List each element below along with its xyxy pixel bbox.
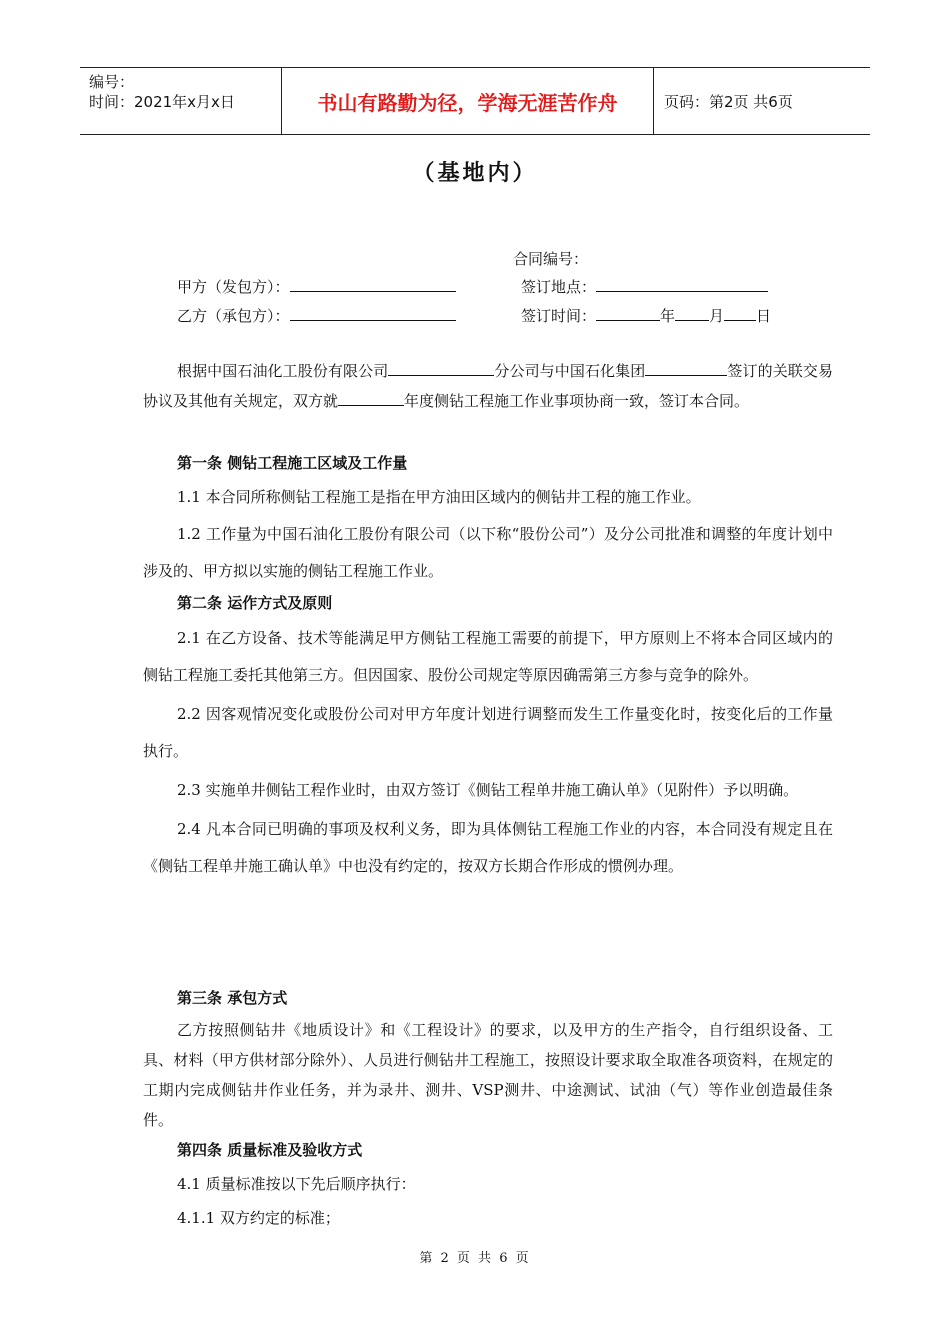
- sign-time-row: [521, 305, 771, 326]
- article-1-heading: 第一条 侧钻工程施工区域及工作量: [177, 454, 408, 472]
- clause-1-2: 1.2 工作量为中国石油化工股份有限公司（以下称“股份公司”）及分公司批准和调整的年度计划中涉及的、甲方拟以实施的侧钻工程施工作业。: [143, 525, 833, 580]
- clause-4-1: 4.1 质量标准按以下先后顺序执行：: [177, 1175, 416, 1193]
- month-blank[interactable]: [675, 305, 709, 321]
- group-unit-blank[interactable]: [645, 360, 727, 376]
- clause-2-1: 2.1 在乙方设备、技术等能满足甲方侧钻工程施工需要的前提下，甲方原则上不将本合同区域内的侧钻工程施工委托其他第三方。但因国家、股份公司规定等原因确需第三方参与竞争的除外。: [143, 629, 833, 684]
- intro-text-4: 年度侧钻工程施工作业事项协商一致，签订本合同。: [404, 392, 750, 410]
- page-info: 页码：第2页 共6页: [664, 92, 793, 111]
- branch-company-blank[interactable]: [388, 360, 494, 376]
- party-a-label: 甲方（发包方）：: [177, 278, 290, 296]
- year-blank-2[interactable]: [338, 390, 404, 406]
- party-b-label: 乙方（承包方）：: [177, 307, 290, 325]
- intro-text-1: 根据中国石油化工股份有限公司: [177, 362, 389, 380]
- time-label: 时间：2021年x月x日: [89, 93, 235, 111]
- intro-text-3: 签订的关联交易协议及其他有关规定，双方就: [143, 362, 833, 410]
- clause-4-1-1: 4.1.1 双方约定的标准；: [177, 1209, 340, 1227]
- day-blank[interactable]: [724, 305, 756, 321]
- article-2: [143, 588, 833, 885]
- sign-place-label: 签订地点：: [521, 278, 597, 296]
- motto: 书山有路勤为径，学海无涯苦作舟: [282, 68, 654, 134]
- article-1: [143, 448, 833, 590]
- party-a-row: [177, 276, 456, 297]
- clause-2-3: 2.3 实施单井侧钻工程作业时，由双方签订《侧钻工程单井施工确认单》（见附件）予以明确。: [177, 781, 799, 799]
- article-3: [143, 983, 833, 1135]
- document-title: （基地内）: [412, 161, 538, 186]
- intro-text-2: 分公司与中国石化集团: [494, 362, 646, 380]
- sign-place-blank[interactable]: [596, 276, 768, 292]
- party-b-blank[interactable]: [290, 305, 456, 321]
- header-meta: [80, 68, 282, 134]
- sign-place-row: [521, 276, 768, 297]
- clause-2-2: 2.2 因客观情况变化或股份公司对甲方年度计划进行调整而发生工作量变化时，按变化后的工作量执行。: [143, 705, 833, 760]
- number-label: 编号：: [89, 73, 135, 91]
- article-4: [143, 1135, 833, 1233]
- intro-paragraph: [143, 356, 833, 416]
- article-4-heading: 第四条 质量标准及验收方式: [177, 1141, 363, 1159]
- party-b-row: [177, 305, 456, 326]
- day-label: 日: [756, 307, 772, 325]
- clause-1-1: 1.1 本合同所称侧钻工程施工是指在甲方油田区域内的侧钻井工程的施工作业。: [177, 488, 701, 506]
- clause-2-4: 2.4 凡本合同已明确的事项及权利义务，即为具体侧钻工程施工作业的内容，本合同没有规定且在《侧钻工程单井施工确认单》中也没有约定的，按双方长期合作形成的惯例办理。: [143, 820, 833, 875]
- year-label: 年: [660, 307, 676, 325]
- article-3-heading: 第三条 承包方式: [177, 989, 288, 1007]
- clause-3-1: 乙方按照侧钻井《地质设计》和《工程设计》的要求，以及甲方的生产指令，自行组织设备、工具、材料（甲方供材部分除外）、人员进行侧钻井工程施工，按照设计要求取全取准各项资料，在规定的工期内完成侧钻井作业任务，并为录井、测井、VSP测井、中途测试、试油（气）等作业创造最佳条件。: [143, 1021, 833, 1129]
- year-blank[interactable]: [596, 305, 660, 321]
- article-2-heading: 第二条 运作方式及原则: [177, 594, 333, 612]
- party-a-blank[interactable]: [290, 276, 456, 292]
- contract-number-label: 合同编号：: [513, 250, 589, 268]
- month-label: 月: [709, 307, 725, 325]
- sign-time-label: 签订时间：: [521, 307, 597, 325]
- page-footer: 第 2 页 共 6 页: [419, 1251, 531, 1266]
- page-header: [80, 67, 870, 135]
